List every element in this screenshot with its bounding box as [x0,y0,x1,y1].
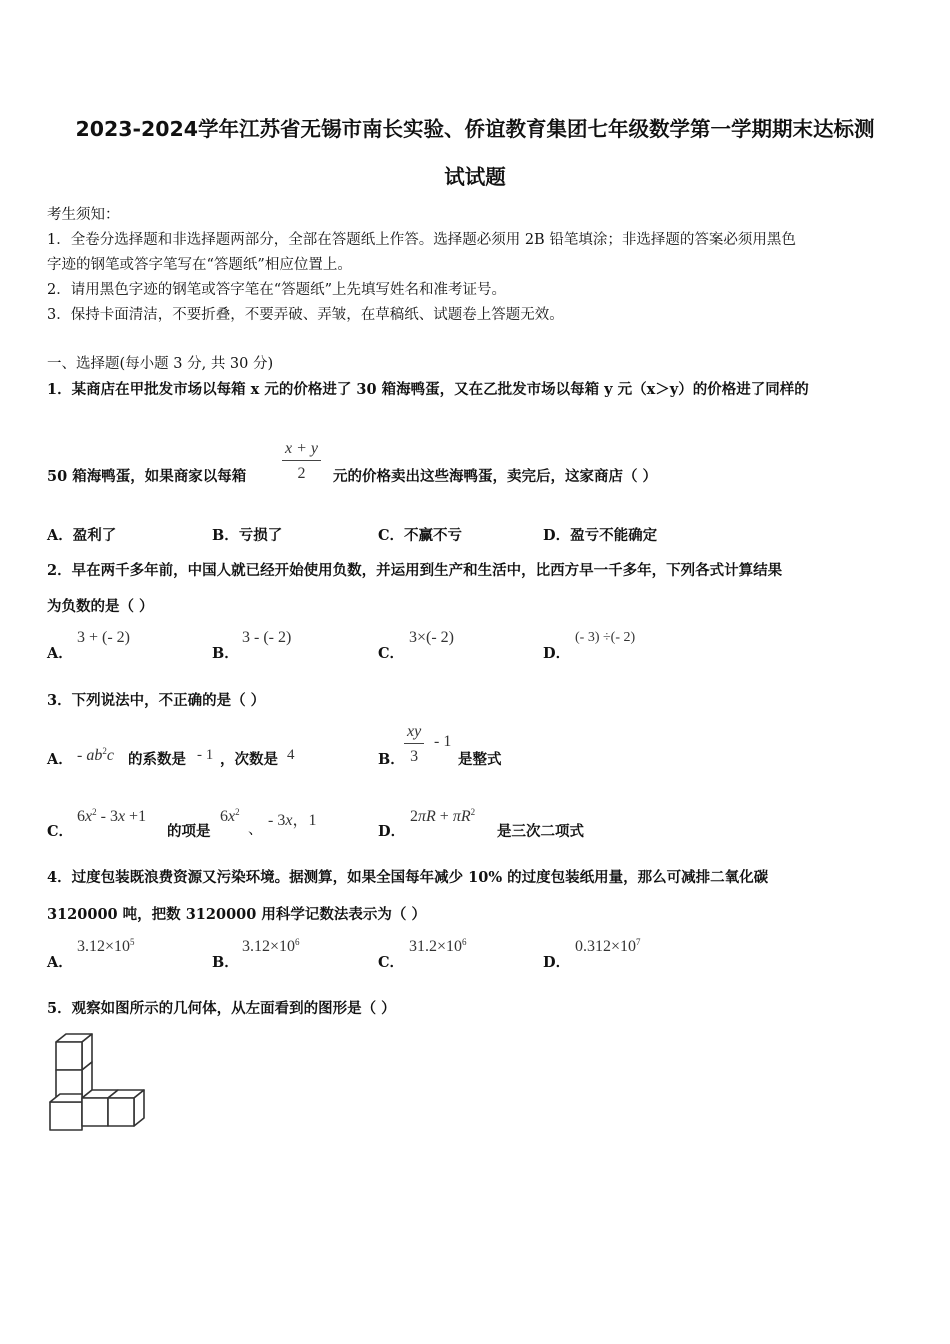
q4-option-a-expr: $3.12\times 10^5$ [77,937,135,955]
q3-stem: 3．下列说法中，不正确的是（ ） [47,692,266,709]
q3-option-b-label[interactable]: B． [378,751,405,768]
q3-option-a-text1: 的系数是 [128,751,186,768]
document-title-line1: 2023-2024学年江苏省无锡市南长实验、侨谊教育集团七年级数学第一学期期末达标测 [75,117,875,141]
q3-option-c-term2: - 3x，1 [268,812,317,829]
q4-line2: 3120000 吨，把数 3120000 用科学记数法表示为（ ） [47,906,426,923]
q2-option-b-expr: 3 - (- 2) [242,629,292,646]
q3-option-b-text: 是整式 [458,751,502,768]
q4-option-b-expr: $3.12\times 10^6$ [242,937,300,955]
q1-fraction [282,440,321,483]
q3-option-c-label[interactable]: C． [47,823,74,840]
q1-frac-den: 2 [297,465,306,482]
q4-option-d-label[interactable]: D． [543,954,571,971]
q1-frac-num: x + y [285,440,318,457]
q4-option-c-label[interactable]: C． [378,954,405,971]
q3-option-d-expr: $2\pi R + \pi R^2$ [410,807,476,825]
notice-item-1b: 字迹的钢笔或答字笔写在“答题纸”相应位置上。 [47,257,352,273]
q3-b-num: xy [407,723,422,740]
notice-item-1a: 1．全卷分选择题和非选择题两部分，全部在答题纸上作答。选择题必须用 2B 铅笔填涂；非选择题的答案必须用黑色 [47,232,796,248]
q3-option-a-val1: - 1 [197,747,214,763]
q3-option-a-expr: - $ab^2c$ [77,746,114,764]
q4-option-a-label[interactable]: A． [47,954,73,971]
section-heading: 一、选择题(每小题 3 分, 共 30 分) [47,356,274,372]
q1-option-d[interactable]: D．盈亏不能确定 [543,527,658,544]
q3-b-den: 3 [410,748,419,765]
q1-line1: 1．某商店在甲批发市场以每箱 x 元的价格进了 30 箱海鸭蛋，又在乙批发市场以每箱 y 元（x＞y）的价格进了同样的 [47,381,809,398]
q3-option-a-val2: 4 [287,747,295,763]
q3-option-a-label[interactable]: A． [47,751,73,768]
q1-line2-pre: 50 箱海鸭蛋，如果商家以每箱 [47,468,247,485]
q1-line2-post: 元的价格卖出这些海鸭蛋，卖完后，这家商店（ ） [333,468,658,485]
q2-option-c-expr: 3×(- 2) [409,629,455,646]
notice-item-3: 3．保持卡面清洁，不要折叠，不要弄破、弄皱，在草稿纸、试题卷上答题无效。 [47,307,564,323]
q2-line1: 2．早在两千多年前，中国人就已经开始使用负数，并运用到生产和生活中，比西方早一千多年，下列各式计算结果 [47,562,783,579]
q1-option-a[interactable]: A．盈利了 [47,527,117,544]
q2-option-b-label[interactable]: B． [212,645,239,662]
q2-option-a-expr: 3 + (- 2) [77,629,131,646]
document-title-line2: 试试题 [444,165,506,189]
q4-option-d-expr: $0.312\times 10^7$ [575,937,641,955]
q4-option-b-label[interactable]: B． [212,954,239,971]
q3-option-c-sep: 、 [248,822,263,838]
q1-option-c[interactable]: C．不赢不亏 [378,527,463,544]
q1-option-b[interactable]: B．亏损了 [212,527,283,544]
q3-option-b-fraction [404,723,424,766]
q3-option-b-tail: - 1 [434,733,452,750]
q2-option-d-expr: (- 3) ÷(- 2) [575,630,636,645]
geometric-solid-figure [46,1030,156,1135]
q3-option-d-label[interactable]: D． [378,823,406,840]
q3-option-c-expr: $6x^2 - 3x +1$ [77,807,147,825]
q3-option-a-text2: ，次数是 [220,751,278,768]
q5-stem: 5．观察如图所示的几何体，从左面看到的图形是（ ） [47,1000,396,1017]
q2-option-c-label[interactable]: C． [378,645,405,662]
notice-heading: 考生须知： [47,207,120,223]
q3-option-d-text: 是三次二项式 [497,823,584,840]
q2-option-a-label[interactable]: A． [47,645,73,662]
q3-option-c-term1: $6x^2$ [220,807,240,825]
q4-option-c-expr: $31.2\times 10^6$ [409,937,467,955]
q3-option-c-text: 的项是 [167,823,211,840]
q4-line1: 4．过度包装既浪费资源又污染环境。据测算，如果全国每年减少 10% 的过度包装纸用量，那么可减排二氧化碳 [47,869,769,886]
notice-item-2: 2．请用黑色字迹的钢笔或答字笔在“答题纸”上先填写姓名和准考证号。 [47,282,507,298]
q2-option-d-label[interactable]: D． [543,645,571,662]
q2-line2: 为负数的是（ ） [47,598,154,615]
